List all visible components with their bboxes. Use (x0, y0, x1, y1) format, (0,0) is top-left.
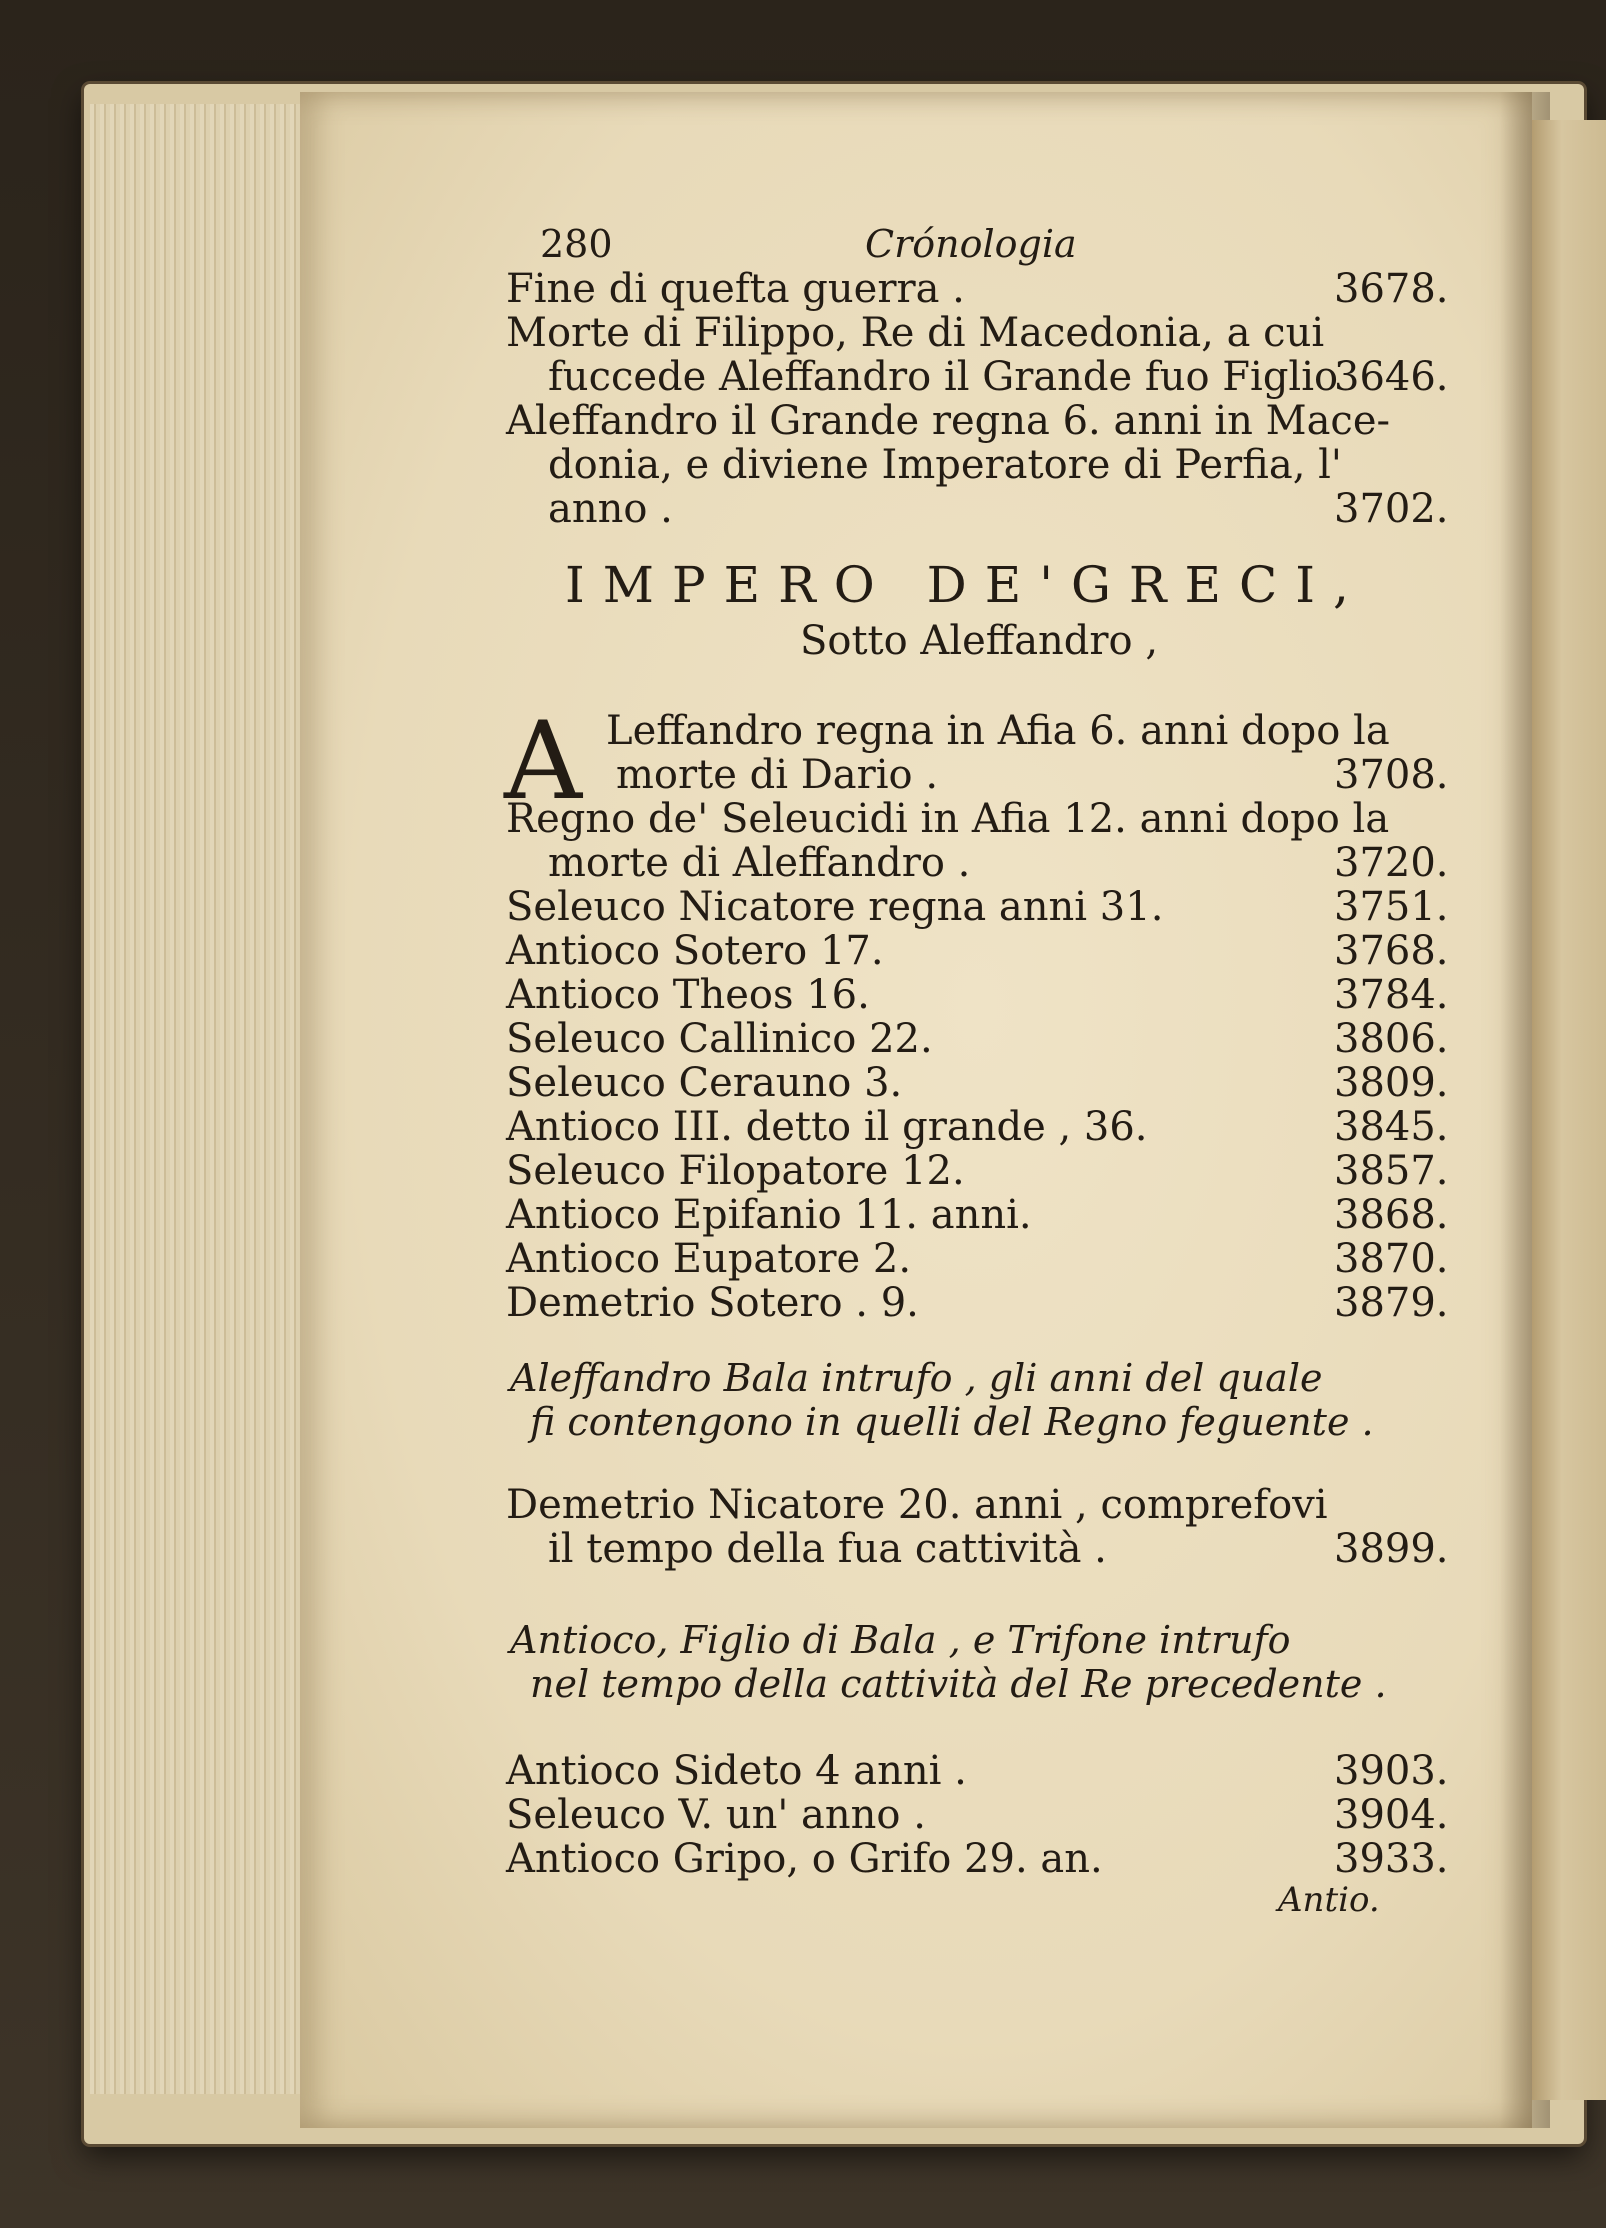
right-page-edge (1532, 120, 1606, 2100)
italic-note: Antioco, Figlio di Bala , e Trifone intrufo (510, 1618, 1291, 1662)
entry-line: Seleuco V. un' anno . (506, 1792, 926, 1838)
entry-line: Seleuco Nicatore regna anni 31. (506, 884, 1164, 930)
entry-year: 3806. (1334, 1016, 1449, 1062)
entry-year: 3809. (1334, 1060, 1449, 1106)
entry-year: 3879. (1334, 1280, 1449, 1326)
italic-note: fi contengono in quelli del Regno feguente . (530, 1400, 1374, 1444)
entry-line: Antioco Sideto 4 anni . (506, 1748, 967, 1794)
section-subheading: Sotto Aleffandro , (800, 618, 1159, 664)
catchword: Antio. (1278, 1880, 1380, 1920)
entry-line: Antioco III. detto il grande , 36. (506, 1104, 1148, 1150)
entry-line: Antioco Eupatore 2. (506, 1236, 912, 1282)
entry-line: morte di Dario . (616, 752, 939, 798)
entry-year: 3768. (1334, 928, 1449, 974)
italic-note: Aleffandro Bala intrufo , gli anni del quale (510, 1356, 1323, 1400)
entry-line: Fine di quefta guerra . (506, 266, 965, 312)
entry-line: Antioco Sotero 17. (506, 928, 884, 974)
running-title: Crónologia (865, 222, 1077, 266)
entry-line: fuccede Aleffandro il Grande fuo Figlio (548, 354, 1339, 400)
entry-year: 3708. (1334, 752, 1449, 798)
drop-cap: A (504, 699, 582, 824)
entry-line: donia, e diviene Imperatore di Perfia, l' (548, 442, 1342, 488)
entry-line: il tempo della fua cattività . (548, 1526, 1107, 1572)
entry-line: Seleuco Callinico 22. (506, 1016, 933, 1062)
section-heading: IMPERO DE'GRECI, (565, 556, 1367, 614)
entry-year: 3678. (1334, 266, 1449, 312)
italic-note: nel tempo della cattività del Re precedente . (530, 1662, 1387, 1706)
page-header (540, 222, 1077, 266)
entry-year: 3903. (1334, 1748, 1449, 1794)
entry-year: 3899. (1334, 1526, 1449, 1572)
entry-line: Aleffandro il Grande regna 6. anni in Mace- (506, 398, 1391, 444)
entry-line: Seleuco Filopatore 12. (506, 1148, 965, 1194)
entry-year: 3784. (1334, 972, 1449, 1018)
entry-line: Demetrio Sotero . 9. (506, 1280, 919, 1326)
entry-line: Demetrio Nicatore 20. anni , comprefovi (506, 1482, 1328, 1528)
entry-line: Leffandro regna in Afia 6. anni dopo la (606, 708, 1390, 754)
entry-line: Seleuco Ceraunο 3. (506, 1060, 903, 1106)
entry-year: 3933. (1334, 1836, 1449, 1882)
entry-line: Regno de' Seleucidi in Afia 12. anni dopo la (506, 796, 1390, 842)
entry-line: Antioco Theos 16. (506, 972, 870, 1018)
entry-year: 3646. (1334, 354, 1449, 400)
entry-year: 3904. (1334, 1792, 1449, 1838)
entry-year: 3870. (1334, 1236, 1449, 1282)
entry-line: Antioco Epifanio 11. anni. (506, 1192, 1032, 1238)
entry-year: 3868. (1334, 1192, 1449, 1238)
entry-line: morte di Aleffandro . (548, 840, 971, 886)
entry-year: 3720. (1334, 840, 1449, 886)
page-edges (90, 104, 323, 2094)
entry-line: anno . (548, 486, 673, 532)
entry-line: Morte di Filippo, Re di Macedonia, a cui (506, 310, 1325, 356)
entry-line: Antioco Gripo, o Grifo 29. an. (506, 1836, 1103, 1882)
page-number: 280 (540, 222, 613, 266)
entry-year: 3845. (1334, 1104, 1449, 1150)
entry-year: 3751. (1334, 884, 1449, 930)
entry-year: 3857. (1334, 1148, 1449, 1194)
entry-year: 3702. (1334, 486, 1449, 532)
